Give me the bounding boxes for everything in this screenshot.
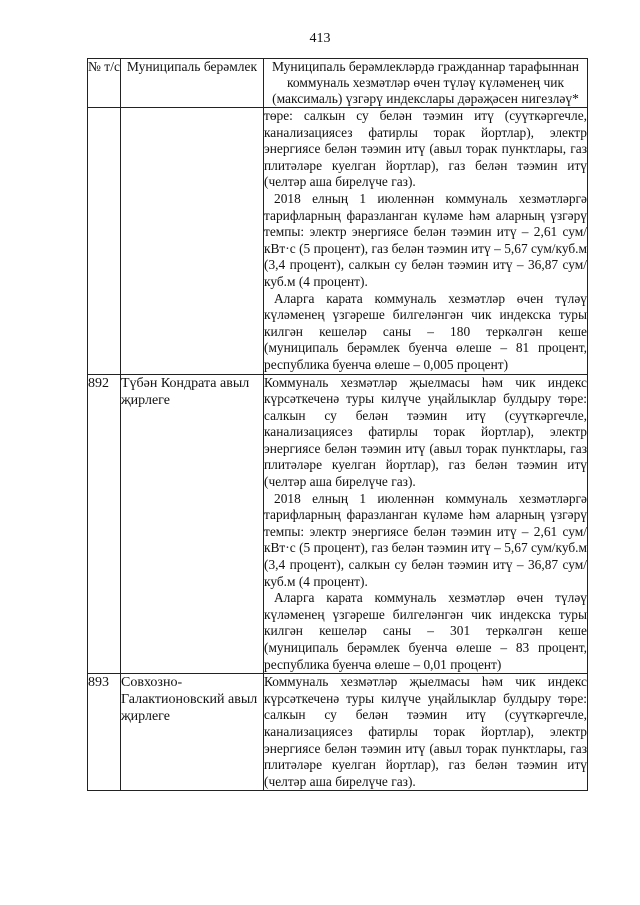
header-description: Муниципаль берәмлекләрдә гражданнар тарафыннан коммуналь хезмәтләр өчен түләү күләменең чик (максималь) үзгәрү индекслары дәрәҗәсен нигезләү* bbox=[264, 59, 588, 108]
table-row bbox=[88, 108, 588, 375]
description-paragraph: 2018 елның 1 июленнән коммуналь хезмәтләргә тарифларның фаразланган күләме һәм аларның үзгәрү темпы: электр энергиясе белән тәэмин итү – 2,61 сум/кВт·с (5 процент), газ белән тәэмин итү – 5,67 сум/куб.м (3,4 процент), салкын су белән тәэмин итү – 36,87 сум/куб.м (4 процент). bbox=[264, 190, 587, 289]
header-num: № т/с bbox=[88, 59, 121, 108]
page-number: 413 bbox=[309, 31, 331, 46]
row-municipality bbox=[121, 108, 264, 375]
row-municipality: Совхозно-Галактионовский авыл җирлеге bbox=[121, 674, 264, 791]
description-paragraph: 2018 елның 1 июленнән коммуналь хезмәтләргә тарифларның фаразланган күләме һәм аларның үзгәрү темпы: электр энергиясе белән тәэмин итү – 2,61 сум/кВт·с (5 процент), газ белән тәэмин итү – 5,67 сум/куб.м (3,4 процент), салкын су белән тәэмин итү – 36,87 сум/куб.м (4 процент). bbox=[264, 490, 587, 589]
table-row bbox=[88, 374, 588, 674]
description-paragraph: Аларга карата коммуналь хезмәтләр өчен түләү күләменең үзгәреше билгеләнгән чик индекска туры килгән кешеләр саны – 301 теркәлгән кеше (муниципаль берәмлек буенча өлеше – 83 процент, республика буенча өлеше – 0,01 процент) bbox=[264, 590, 587, 672]
table-row bbox=[88, 674, 588, 791]
row-num bbox=[88, 108, 121, 375]
tariff-table bbox=[87, 58, 588, 791]
row-municipality: Түбән Кондрата авыл җирлеге bbox=[121, 374, 264, 674]
description-paragraph: Коммуналь хезмәтләр җыелмасы һәм чик индекс күрсәткеченә туры килүче уңайлыклар булдыру төре: салкын су белән тәэмин итү (суүткәргечле, канализациясез фатирлы торак йортлар), электр энергиясе белән тәэмин итү (авыл торак пунктлары, газ плитәләре куелган йортлар), газ белән тәэмин итү (челтәр аша бирелүче газ). bbox=[264, 674, 587, 789]
description-paragraph: төре: салкын су белән тәэмин итү (суүткәргечле, канализациясез фатирлы торак йортлар), электр энергиясе белән тәэмин итү (авыл торак пунктлары, газ плитәләре куелган йортлар), газ белән тәэмин итү (челтәр аша бирелүче газ). bbox=[264, 108, 587, 190]
row-description bbox=[264, 108, 588, 375]
table-header-row bbox=[88, 59, 588, 108]
row-description bbox=[264, 374, 588, 674]
description-paragraph: Аларга карата коммуналь хезмәтләр өчен түләү күләменең үзгәреше билгеләнгән чик индекска туры килгән кешеләр саны – 180 теркәлгән кеше (муниципаль берәмлек буенча өлеше – 81 процент, республика буенча өлеше – 0,005 процент) bbox=[264, 290, 587, 372]
row-num: 893 bbox=[88, 674, 121, 791]
row-num: 892 bbox=[88, 374, 121, 674]
header-municipality: Муниципаль берәмлек bbox=[121, 59, 264, 108]
description-paragraph: Коммуналь хезмәтләр җыелмасы һәм чик индекс күрсәткеченә туры килүче уңайлыклар булдыру төре: салкын су белән тәэмин итү (суүткәргечле, канализациясез фатирлы торак йортлар), электр энергиясе белән тәэмин итү (авыл торак пунктлары, газ плитәләре куелган йортлар), газ белән тәэмин итү (челтәр аша бирелүче газ). bbox=[264, 374, 587, 490]
row-description bbox=[264, 674, 588, 791]
